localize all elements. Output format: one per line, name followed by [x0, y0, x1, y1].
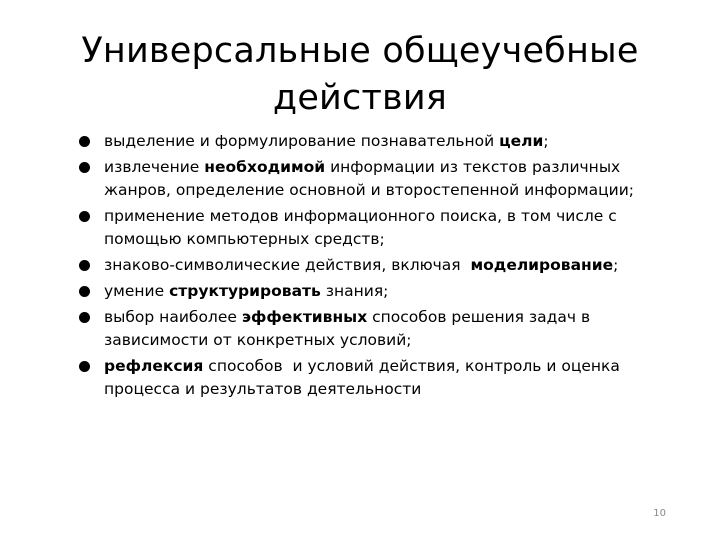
- bullet-text-segment: ;: [613, 256, 619, 274]
- bullet-text-segment: применение методов информационного поиска, в том числе с помощью компьютерных средств;: [104, 207, 617, 248]
- bullet-text-segment: способов решения задач в зависимости от конкретных условий;: [104, 308, 591, 349]
- bullet-text-segment: извлечение: [104, 158, 205, 176]
- bullet-text-segment: способов и условий действия, контроль и оценка процесса и результатов деятельности: [104, 357, 625, 398]
- bullet-dot-icon: [79, 136, 90, 147]
- bullet-item: [78, 254, 658, 277]
- bullet-dot-icon: [79, 361, 90, 372]
- bullet-text-segment: ;: [543, 132, 549, 150]
- bullet-text-segment: знаково-символические действия, включая: [104, 256, 471, 274]
- bullet-text-segment: знания;: [320, 282, 389, 300]
- bullet-bold-term: цели: [499, 132, 544, 150]
- bullet-text-segment: выделение и формулирование познавательной: [104, 132, 500, 150]
- bullet-bold-term: необходимой: [204, 158, 326, 176]
- slide-title-line-1: Универсальные общеучебные: [81, 31, 639, 71]
- bullet-dot-icon: [79, 211, 90, 222]
- bullet-dot-icon: [79, 162, 90, 173]
- bullet-list: [78, 130, 658, 404]
- bullet-bold-term: моделирование: [470, 256, 614, 274]
- bullet-item: [78, 205, 658, 251]
- bullet-text-segment: выбор наиболее: [104, 308, 242, 326]
- bullet-text-segment: умение: [104, 282, 170, 300]
- page-number: 10: [653, 508, 666, 519]
- bullet-bold-term: эффективных: [241, 308, 368, 326]
- bullet-dot-icon: [79, 260, 90, 271]
- bullet-dot-icon: [79, 312, 90, 323]
- bullet-dot-icon: [79, 286, 90, 297]
- bullet-item: [78, 306, 658, 352]
- bullet-bold-term: рефлексия: [104, 357, 204, 375]
- bullet-bold-term: структурировать: [169, 282, 321, 300]
- bullet-item: [78, 130, 658, 153]
- bullet-text-segment: информации из текстов различных жанров, определение основной и второстепенной информации;: [104, 158, 635, 199]
- bullet-item: [78, 156, 658, 202]
- bullet-item: [78, 355, 658, 401]
- slide-title-line-2: действия: [272, 78, 448, 118]
- slide-title: [60, 28, 660, 122]
- bullet-item: [78, 280, 658, 303]
